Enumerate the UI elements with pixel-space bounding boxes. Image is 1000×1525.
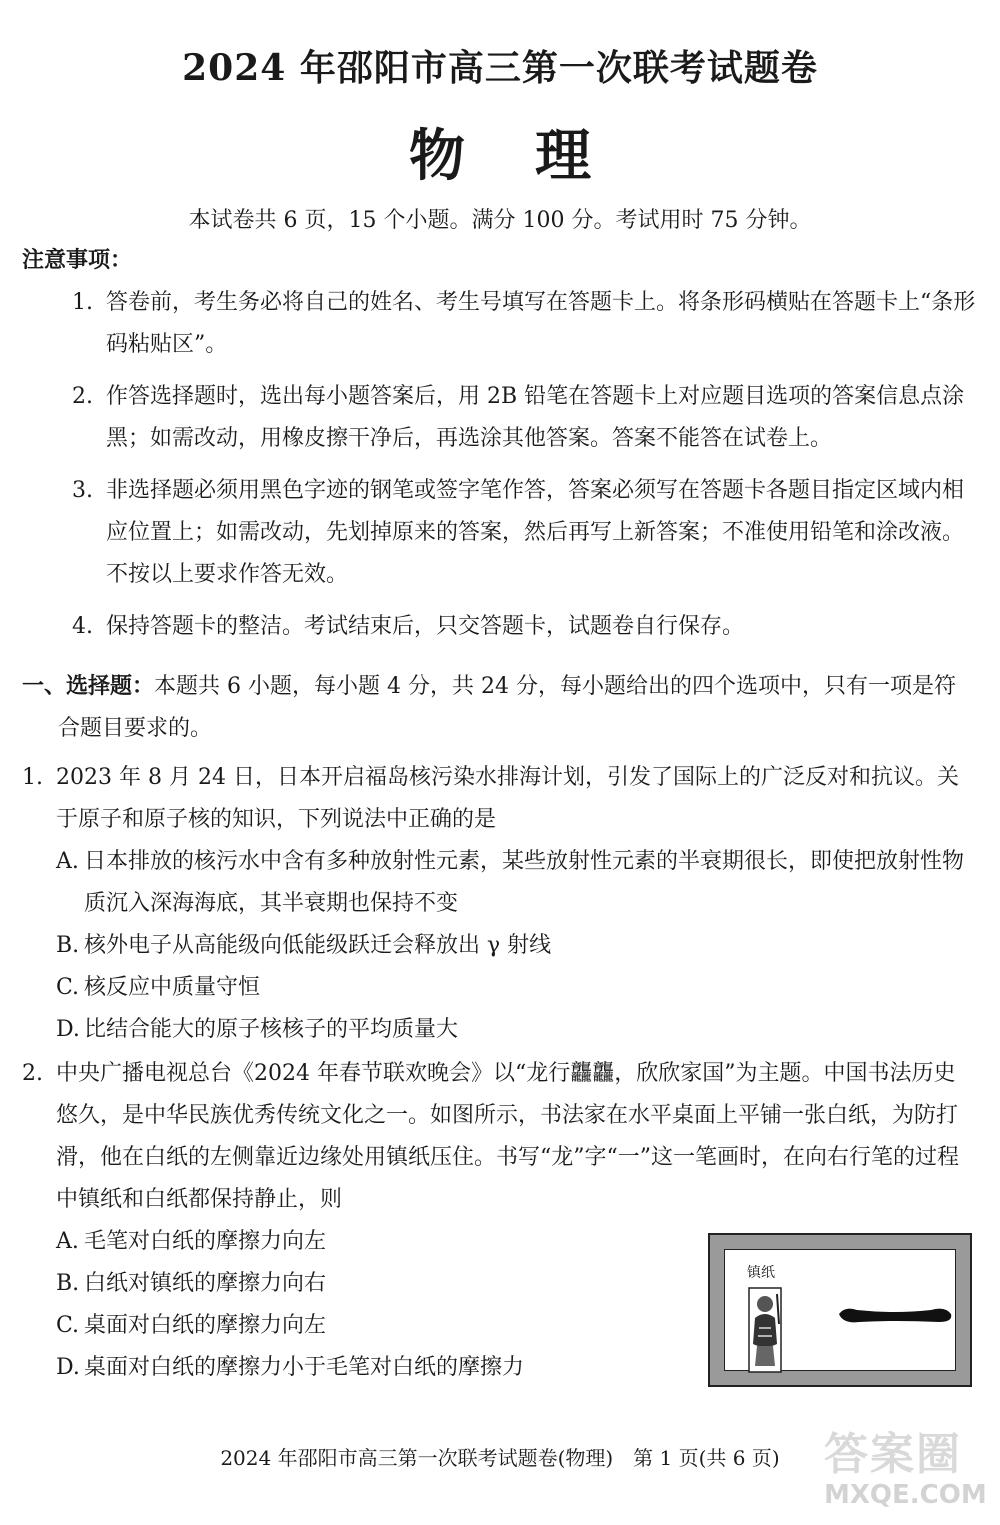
option-text: 核反应中质量守恒 bbox=[84, 975, 261, 1000]
option-letter: D. bbox=[56, 1355, 80, 1380]
notice-list bbox=[72, 282, 977, 658]
option-c[interactable] bbox=[56, 967, 977, 1009]
section-description-continued: 合题目要求的。 bbox=[58, 716, 213, 741]
subject-title: 物理 bbox=[409, 123, 661, 189]
option-text: 日本排放的核污水中含有多种放射性元素，某些放射性元素的半衰期很长，即使把放射性物质沉入深海海底，其半衰期也保持不变 bbox=[84, 849, 965, 916]
option-list bbox=[22, 841, 977, 1051]
white-paper bbox=[724, 1249, 956, 1371]
option-letter: C. bbox=[56, 975, 80, 1000]
watermark-url: MXQE.COM bbox=[824, 1480, 987, 1510]
notice-number: 1. bbox=[72, 290, 93, 315]
option-d[interactable] bbox=[56, 1347, 696, 1389]
option-b[interactable] bbox=[56, 1263, 696, 1305]
option-letter: C. bbox=[56, 1313, 80, 1338]
question-stem bbox=[22, 757, 977, 841]
notice-item bbox=[72, 606, 977, 648]
question-text: 中央广播电视总台《2024 年春节联欢晚会》以“龙行龘龘，欣欣家国”为主题。中国书法历史悠久，是中华民族优秀传统文化之一。如图所示，书法家在水平桌面上平铺一张白纸，为防打滑，他在白纸的左侧靠近边缘处用镇纸压住。书写“龙”字“一”这一笔画时，在向右行笔的过程中镇纸和白纸都保持静止，则 bbox=[56, 1061, 959, 1212]
question-number: 1. bbox=[22, 765, 43, 790]
option-letter: A. bbox=[56, 1229, 79, 1254]
option-text: 桌面对白纸的摩擦力向左 bbox=[84, 1313, 327, 1338]
notice-text: 作答选择题时，选出每小题答案后，用 2B 铅笔在答题卡上对应题目选项的答案信息点涂黑；如需改动，用橡皮擦干净后，再选涂其他答案。答案不能答在试卷上。 bbox=[106, 384, 965, 451]
watermark-logo bbox=[810, 1412, 990, 1517]
option-c[interactable] bbox=[56, 1305, 696, 1347]
notice-item bbox=[72, 376, 977, 460]
notice-number: 4. bbox=[72, 614, 93, 639]
notice-text: 非选择题必须用黑色字迹的钢笔或签字笔作答，答案必须写在答题卡各题目指定区域内相应位置上；如需改动，先划掉原来的答案，然后再写上新答案；不准使用铅笔和涂改液。不按以上要求作答无效。 bbox=[106, 478, 965, 587]
notice-heading: 注意事项： bbox=[22, 247, 133, 273]
question-number: 2. bbox=[22, 1061, 43, 1086]
option-d[interactable] bbox=[56, 1009, 977, 1051]
notice-number: 3. bbox=[72, 478, 93, 503]
option-text: 桌面对白纸的摩擦力小于毛笔对白纸的摩擦力 bbox=[84, 1355, 525, 1380]
exam-title: 2024 年邵阳市高三第一次联考试题卷 bbox=[182, 47, 818, 89]
page-footer: 2024 年邵阳市高三第一次联考试题卷(物理) 第 1 页(共 6 页) bbox=[220, 1446, 780, 1470]
question-stem bbox=[22, 1053, 977, 1221]
section-title: 一、选择题： bbox=[22, 673, 155, 699]
notice-item bbox=[72, 282, 977, 366]
option-a[interactable] bbox=[56, 841, 977, 925]
option-text: 比结合能大的原子核核子的平均质量大 bbox=[84, 1017, 459, 1042]
question-1 bbox=[22, 757, 977, 1051]
option-a[interactable] bbox=[56, 1221, 696, 1263]
notice-text: 保持答题卡的整洁。考试结束后，只交答题卡，试题卷自行保存。 bbox=[106, 614, 745, 639]
option-list bbox=[22, 1221, 696, 1389]
option-letter: B. bbox=[56, 1271, 80, 1296]
section-description: 本题共 6 小题，每小题 4 分，共 24 分，每小题给出的四个选项中，只有一项是符 bbox=[154, 674, 956, 699]
brush-stroke-icon bbox=[835, 1298, 955, 1332]
notice-text: 答卷前，考生务必将自己的姓名、考生号填写在答题卡上。将条形码横贴在答题卡上“条形码粘贴区”。 bbox=[106, 290, 976, 357]
calligraphy-figure bbox=[708, 1233, 972, 1387]
section-heading bbox=[22, 665, 972, 750]
watermark-text: 答案圈 bbox=[824, 1429, 962, 1480]
option-letter: A. bbox=[56, 849, 79, 874]
question-text: 2023 年 8 月 24 日，日本开启福岛核污染水排海计划，引发了国际上的广泛反对和抗议。关于原子和原子核的知识，下列说法中正确的是 bbox=[56, 765, 959, 832]
option-text: 毛笔对白纸的摩擦力向左 bbox=[84, 1229, 327, 1254]
exam-intro: 本试卷共 6 页，15 个小题。满分 100 分。考试用时 75 分钟。 bbox=[188, 208, 812, 233]
option-b[interactable] bbox=[56, 925, 977, 967]
option-letter: D. bbox=[56, 1017, 80, 1042]
paperweight-icon bbox=[743, 1284, 787, 1376]
option-text: 核外电子从高能级向低能级跃迁会释放出 γ 射线 bbox=[84, 933, 552, 958]
notice-number: 2. bbox=[72, 384, 93, 409]
paperweight-label: 镇纸 bbox=[747, 1265, 775, 1281]
option-text: 白纸对镇纸的摩擦力向右 bbox=[84, 1271, 327, 1296]
option-letter: B. bbox=[56, 933, 80, 958]
notice-item bbox=[72, 470, 977, 596]
